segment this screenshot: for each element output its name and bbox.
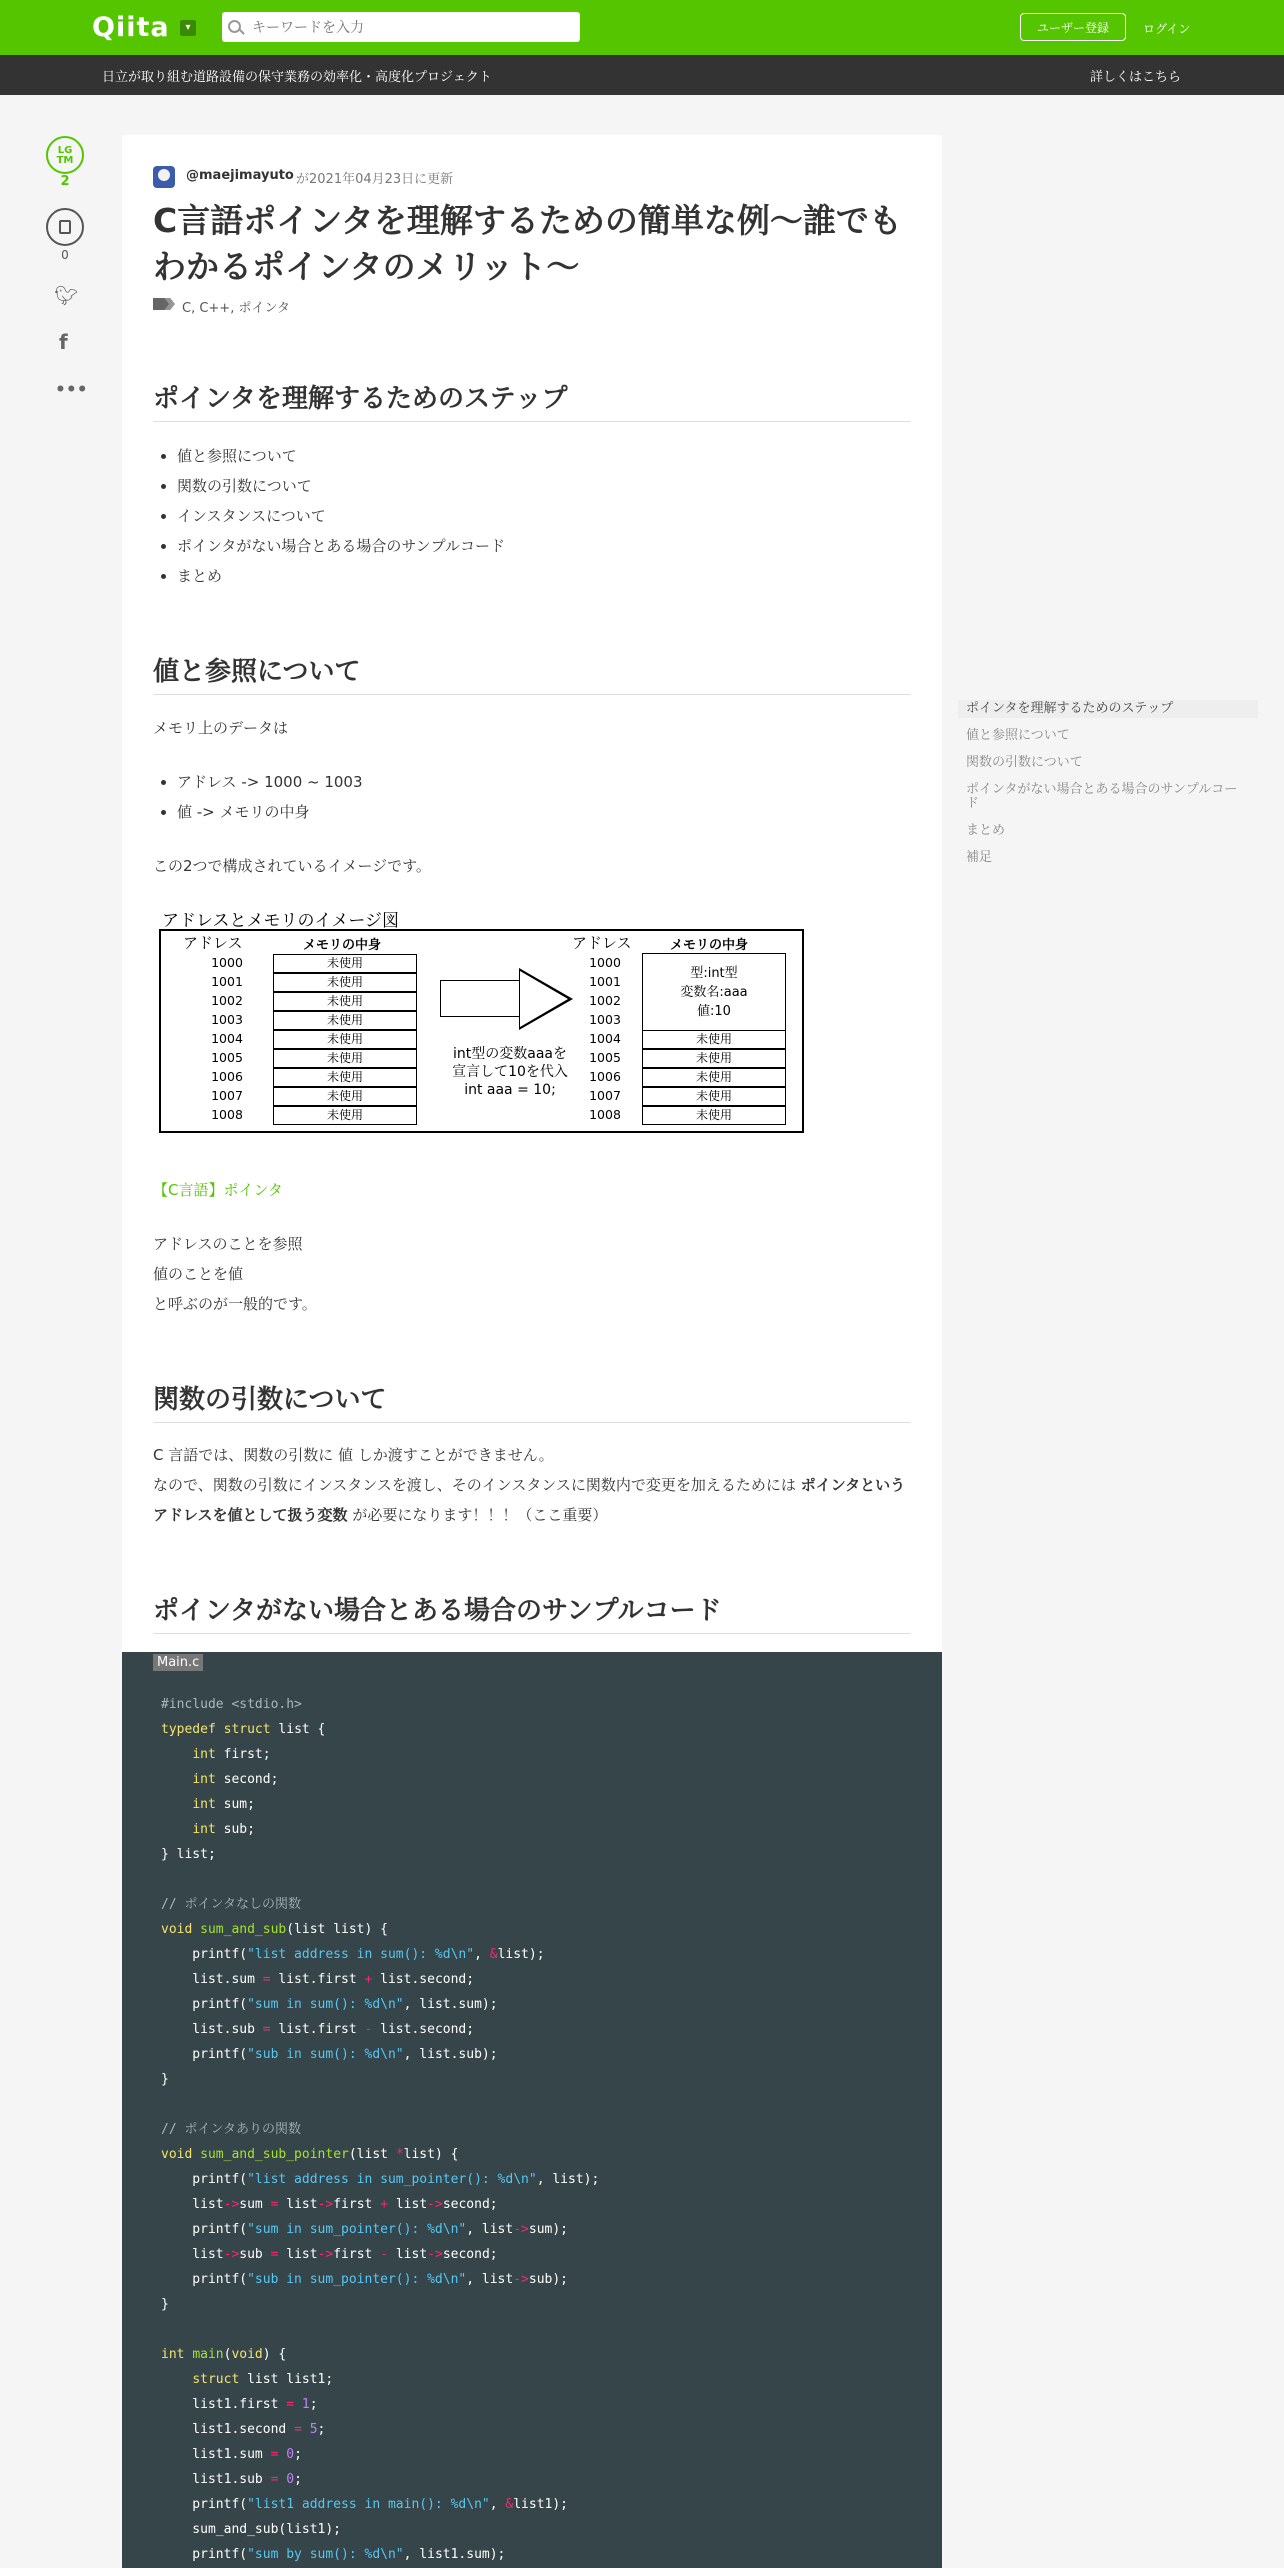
paragraph: この2つで構成されているイメージです。 bbox=[153, 857, 431, 875]
diagram-col-address: アドレス bbox=[183, 934, 243, 952]
diagram-cell: 未使用 bbox=[273, 1049, 417, 1068]
list-item: • アドレス -> 1000 ~ 1003 bbox=[177, 767, 363, 797]
paragraph: 値のことを値 bbox=[153, 1265, 244, 1283]
steps-list bbox=[155, 441, 505, 591]
diagram-cell: 未使用 bbox=[273, 1011, 417, 1030]
chevron-down-icon[interactable]: ▾ bbox=[180, 20, 196, 36]
diagram-cell: 未使用 bbox=[273, 1068, 417, 1087]
diagram-address: 1003 bbox=[589, 1012, 621, 1027]
code-filename: Main.c bbox=[153, 1654, 203, 1671]
facebook-icon[interactable]: f bbox=[59, 330, 68, 354]
diagram-address: 1000 bbox=[589, 955, 621, 970]
diagram-address: 1007 bbox=[589, 1088, 621, 1103]
lgtm-button[interactable]: LG TM bbox=[46, 136, 84, 174]
diagram-cell: 未使用 bbox=[642, 1030, 786, 1049]
section-heading: ポインタがない場合とある場合のサンプルコード bbox=[153, 1590, 911, 1634]
diagram-address: 1004 bbox=[589, 1031, 621, 1046]
memory-list bbox=[155, 767, 363, 827]
diagram-address: 1004 bbox=[211, 1031, 243, 1046]
search-input[interactable] bbox=[250, 14, 574, 42]
table-of-contents bbox=[958, 700, 1258, 876]
twitter-icon[interactable]: 🐦︎ bbox=[54, 285, 79, 307]
paragraph: アドレスのことを参照 bbox=[153, 1235, 303, 1253]
diagram-col-memory: メモリの中身 bbox=[303, 938, 382, 953]
diagram-address: 1008 bbox=[211, 1107, 243, 1122]
diagram-address: 1006 bbox=[589, 1069, 621, 1084]
stock-count: 0 bbox=[61, 248, 69, 262]
banner-text[interactable]: 日立が取り組む道路設備の保守業務の効率化・高度化プロジェクト bbox=[102, 70, 492, 85]
list-item: • 関数の引数について bbox=[177, 471, 505, 501]
paragraph: C 言語では、関数の引数に 値 しか渡すことができません。 bbox=[153, 1446, 554, 1464]
diagram-cell: 未使用 bbox=[273, 1106, 417, 1125]
toc-item[interactable]: 関数の引数について bbox=[966, 755, 1083, 770]
article-title: C言語ポインタを理解するための簡単な例〜誰でもわかるポインタのメリット〜 bbox=[153, 201, 902, 286]
list-item: • まとめ bbox=[177, 561, 505, 591]
diagram-cell: 未使用 bbox=[642, 1087, 786, 1106]
diagram-address: 1005 bbox=[211, 1050, 243, 1065]
toc-item[interactable]: ポインタがない場合とある場合のサンプルコード bbox=[966, 782, 1238, 811]
diagram-address: 1001 bbox=[589, 974, 621, 989]
search-icon bbox=[228, 20, 241, 33]
diagram-cell: 未使用 bbox=[642, 1068, 786, 1087]
diagram-cell: 未使用 bbox=[273, 1030, 417, 1049]
diagram-var-cell: 型:int型 変数名:aaa 値:10 bbox=[642, 953, 786, 1031]
toc-item[interactable]: まとめ bbox=[966, 823, 1006, 838]
diagram-cell: 未使用 bbox=[273, 992, 417, 1011]
diagram-cell: 未使用 bbox=[642, 1049, 786, 1068]
paragraph: なので、関数の引数にインスタンスを渡し、そのインスタンスに関数内で変更を加えるためには ポインタというアドレスを値として扱う変数 が必要になります！！！（ここ重要） bbox=[153, 1476, 906, 1524]
diagram-col-memory: メモリの中身 bbox=[670, 938, 749, 953]
list-item: • 値と参照について bbox=[177, 441, 505, 471]
section-heading: 値と参照について bbox=[153, 651, 911, 695]
diagram-cell: 未使用 bbox=[273, 1087, 417, 1106]
diagram-address: 1001 bbox=[211, 974, 243, 989]
stock-button[interactable] bbox=[46, 208, 84, 246]
lgtm-count: 2 bbox=[60, 174, 70, 189]
author-link[interactable]: @maejimayuto bbox=[186, 168, 294, 183]
diagram-address: 1005 bbox=[589, 1050, 621, 1065]
diagram-address: 1008 bbox=[589, 1107, 621, 1122]
diagram-cell: 未使用 bbox=[273, 973, 417, 992]
list-item: • ポインタがない場合とある場合のサンプルコード bbox=[177, 531, 505, 561]
toc-item[interactable]: 値と参照について bbox=[966, 728, 1070, 743]
signup-button[interactable]: ユーザー登録 bbox=[1020, 13, 1126, 41]
reference-link[interactable]: 【C言語】ポインタ bbox=[153, 1181, 283, 1199]
diagram-address: 1000 bbox=[211, 955, 243, 970]
diagram-address: 1002 bbox=[589, 993, 621, 1008]
diagram-title: アドレスとメモリのイメージ図 bbox=[162, 911, 399, 931]
arrow-shape bbox=[440, 980, 520, 1017]
diagram-address: 1002 bbox=[211, 993, 243, 1008]
list-item: • 値 -> メモリの中身 bbox=[177, 797, 363, 827]
paragraph: メモリ上のデータは bbox=[153, 719, 289, 737]
diagram-address: 1007 bbox=[211, 1088, 243, 1103]
more-icon[interactable]: ••• bbox=[55, 380, 88, 400]
diagram-address: 1006 bbox=[211, 1069, 243, 1084]
avatar[interactable] bbox=[153, 166, 175, 188]
diagram-address: 1003 bbox=[211, 1012, 243, 1027]
qiita-logo[interactable]: Qiita bbox=[92, 12, 170, 43]
code-content: #include <stdio.h> typedef struct list { int first; int second; int sum; int sub; } list; // ポインタなしの関数 void sum_and_sub(list list) { printf("list address in sum(): %d\n", &list); list.sum = list.first + list.second; printf("sum in sum(): %d\n", list.sum); list.sub = list.first - list.second; printf("sub in sum(): %d\n", list.sub); } // ポインタありの関数 void sum_and_sub_pointer(list *list) { printf("list address in sum_pointer(): %d\n", list); list->sum = list->first + list->second; printf("sum in sum_pointer(): %d\n", list->sum); list->sub = list->first - list->second; printf("sub in sum_pointer(): %d\n", list->sub); } int main(void) { struct list list1; list1.first = 1; list1.second = 5; list1.sum = 0; list1.sub = 0; printf("list1 address in main(): %d\n", &list1); sum_and_sub(list1); printf("sum by sum(): %d\n", list1.sum); bbox=[161, 1697, 600, 2562]
toc-item[interactable]: 補足 bbox=[966, 850, 993, 865]
diagram-cell: 未使用 bbox=[642, 1106, 786, 1125]
paragraph: と呼ぶのが一般的です。 bbox=[153, 1295, 317, 1313]
login-link[interactable]: ログイン bbox=[1143, 22, 1191, 36]
list-item: • インスタンスについて bbox=[177, 501, 505, 531]
diagram-cell: 未使用 bbox=[273, 954, 417, 973]
toc-item[interactable]: ポインタを理解するためのステップ bbox=[958, 700, 1258, 718]
diagram-col-address: アドレス bbox=[572, 934, 632, 952]
banner-link[interactable]: 詳しくはこちら bbox=[1090, 70, 1182, 85]
diagram-note: int型の変数aaaを 宣言して10を代入 int aaa = 10; bbox=[452, 1046, 568, 1098]
updated-date: が2021年04月23日に更新 bbox=[296, 172, 454, 187]
section-heading: 関数の引数について bbox=[153, 1379, 911, 1423]
section-heading: ポインタを理解するためのステップ bbox=[153, 378, 911, 422]
stock-icon bbox=[59, 220, 71, 234]
tag-list[interactable]: C, C++, ポインタ bbox=[182, 301, 290, 316]
